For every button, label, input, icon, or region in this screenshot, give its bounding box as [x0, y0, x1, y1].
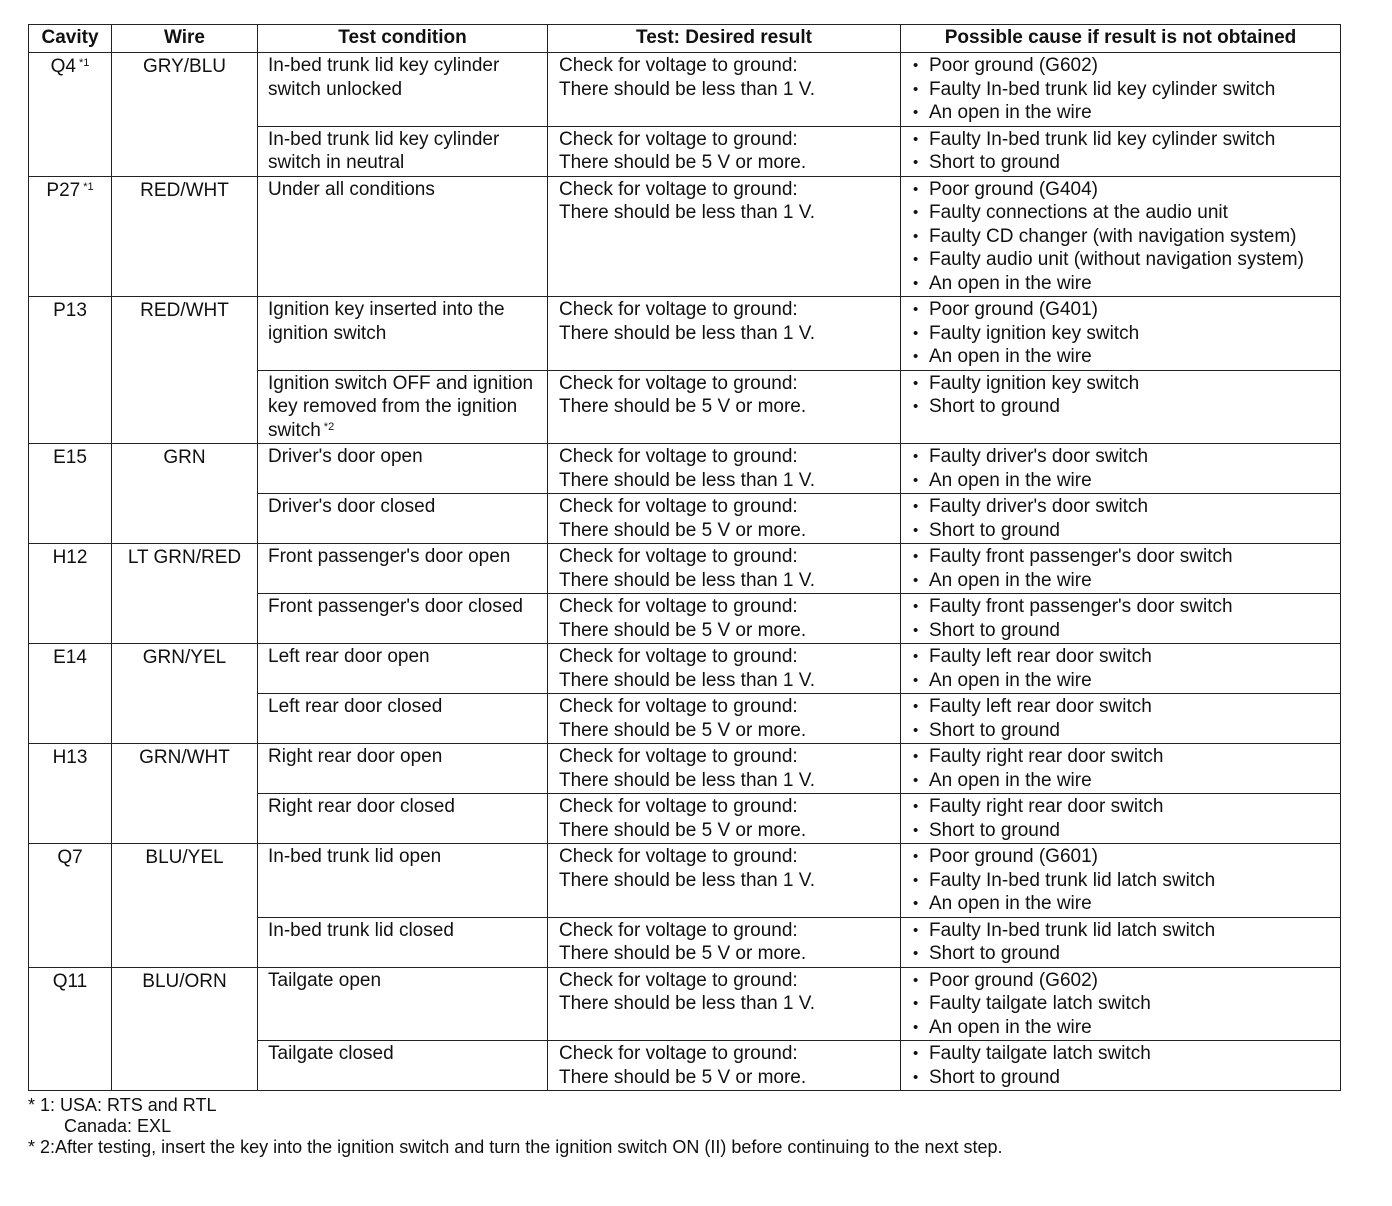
wire-cell: GRY/BLU: [112, 53, 258, 177]
footnote-1-line-2: Canada: EXL: [64, 1116, 172, 1136]
cavity-cell: [29, 297, 112, 444]
cause-item: • Faulty front passenger's door switch: [909, 545, 1332, 569]
desired-result-line: Check for voltage to ground:: [559, 55, 798, 76]
table-row: [29, 844, 1341, 918]
test-condition-cell: [258, 694, 548, 744]
desired-result-cell: [548, 297, 901, 371]
desired-result-cell: [548, 544, 901, 594]
header-test-condition: Test condition: [258, 25, 548, 53]
test-condition-text: In-bed trunk lid key cylinder switch in neutral: [268, 128, 500, 173]
cause-item: • Poor ground (G602): [909, 54, 1332, 78]
cause-item: • Faulty ignition key switch: [909, 322, 1332, 346]
cause-item: • Faulty In-bed trunk lid latch switch: [909, 869, 1332, 893]
possible-cause-cell: [901, 126, 1341, 176]
cause-list: [909, 645, 1332, 692]
cause-list: [909, 595, 1332, 642]
cause-item: • Short to ground: [909, 519, 1332, 543]
cavity-label: E15: [53, 447, 87, 468]
cause-item: • Faulty In-bed trunk lid key cylinder switch: [909, 78, 1332, 102]
desired-result-cell: [548, 494, 901, 544]
condition-footnote-mark: *2: [323, 420, 335, 433]
wire-cell: RED/WHT: [112, 176, 258, 297]
troubleshooting-table: [28, 24, 1341, 1091]
cavity-cell: [29, 744, 112, 844]
desired-result-line: Check for voltage to ground:: [559, 696, 798, 717]
cause-item: • Faulty audio unit (without navigation system): [909, 248, 1332, 272]
cause-item: • Faulty right rear door switch: [909, 795, 1332, 819]
cause-list: [909, 919, 1332, 966]
desired-result-line: Check for voltage to ground:: [559, 846, 798, 867]
cause-item: • Short to ground: [909, 942, 1332, 966]
test-condition-cell: [258, 53, 548, 127]
test-condition-text: Driver's door open: [268, 446, 423, 467]
wire-cell: GRN: [112, 444, 258, 544]
desired-result-cell: [548, 794, 901, 844]
table-row: [29, 53, 1341, 127]
desired-result-cell: [548, 370, 901, 444]
footnote-1: [28, 1095, 1346, 1116]
wire-cell: BLU/ORN: [112, 967, 258, 1091]
test-condition-cell: [258, 370, 548, 444]
table-row: [29, 644, 1341, 694]
cavity-label: P27: [46, 179, 81, 201]
cause-list: [909, 54, 1332, 125]
cause-item: • Faulty left rear door switch: [909, 695, 1332, 719]
cause-item: • An open in the wire: [909, 101, 1332, 125]
test-condition-cell: [258, 126, 548, 176]
cause-item: • Faulty In-bed trunk lid key cylinder switch: [909, 128, 1332, 152]
desired-result-cell: [548, 444, 901, 494]
test-condition-cell: [258, 544, 548, 594]
cause-item: • An open in the wire: [909, 892, 1332, 916]
test-condition-text: Left rear door open: [268, 646, 430, 667]
cavity-label: H13: [52, 747, 88, 768]
desired-result-line: Check for voltage to ground:: [559, 546, 798, 567]
cause-item: • An open in the wire: [909, 1016, 1332, 1040]
test-condition-cell: [258, 176, 548, 297]
possible-cause-cell: [901, 644, 1341, 694]
test-condition-text: In-bed trunk lid closed: [268, 919, 454, 941]
cause-item: • Short to ground: [909, 1066, 1332, 1090]
header-desired-result: Test: Desired result: [548, 25, 901, 53]
possible-cause-cell: [901, 1041, 1341, 1091]
cause-item: • Faulty tailgate latch switch: [909, 992, 1332, 1016]
desired-result-cell: [548, 694, 901, 744]
cavity-cell: [29, 967, 112, 1091]
desired-result-line: There should be less than 1 V.: [559, 869, 815, 891]
desired-result-line: There should be 5 V or more.: [559, 152, 807, 173]
cause-item: • Faulty ignition key switch: [909, 372, 1332, 396]
desired-result-line: There should be less than 1 V.: [559, 78, 815, 100]
cause-item: • Faulty tailgate latch switch: [909, 1042, 1332, 1066]
desired-result-cell: [548, 744, 901, 794]
test-condition-cell: [258, 844, 548, 918]
desired-result-line: There should be less than 1 V.: [559, 469, 815, 491]
cause-list: [909, 298, 1332, 369]
test-condition-cell: [258, 444, 548, 494]
possible-cause-cell: [901, 594, 1341, 644]
cavity-cell: [29, 544, 112, 644]
test-condition-cell: [258, 917, 548, 967]
possible-cause-cell: [901, 744, 1341, 794]
desired-result-line: Check for voltage to ground:: [559, 496, 798, 517]
cause-item: • Faulty driver's door switch: [909, 445, 1332, 469]
cavity-label: Q7: [57, 847, 83, 868]
possible-cause-cell: [901, 53, 1341, 127]
cavity-cell: [29, 444, 112, 544]
cause-item: • Faulty In-bed trunk lid latch switch: [909, 919, 1332, 943]
cause-list: [909, 372, 1332, 419]
cause-list: [909, 445, 1332, 492]
desired-result-cell: [548, 1041, 901, 1091]
desired-result-line: Check for voltage to ground:: [559, 372, 798, 394]
test-condition-text: Right rear door closed: [268, 796, 455, 817]
test-condition-cell: [258, 1041, 548, 1091]
test-condition-text: Front passenger's door closed: [268, 596, 523, 617]
test-condition-text: Tailgate open: [268, 969, 382, 991]
desired-result-line: There should be less than 1 V.: [559, 993, 815, 1014]
wire-cell: GRN/YEL: [112, 644, 258, 744]
possible-cause-cell: [901, 967, 1341, 1041]
test-condition-text: In-bed trunk lid key cylinder switch unlocked: [268, 55, 500, 100]
wire-cell: GRN/WHT: [112, 744, 258, 844]
cause-item: • Poor ground (G401): [909, 298, 1332, 322]
cause-item: • An open in the wire: [909, 669, 1332, 693]
cause-item: • Short to ground: [909, 619, 1332, 643]
test-condition-text: Under all conditions: [268, 178, 435, 200]
cause-item: • Short to ground: [909, 151, 1332, 175]
cause-item: • An open in the wire: [909, 569, 1332, 593]
possible-cause-cell: [901, 494, 1341, 544]
desired-result-line: Check for voltage to ground:: [559, 178, 798, 200]
header-wire: Wire: [112, 25, 258, 53]
test-condition-text: In-bed trunk lid open: [268, 846, 442, 867]
desired-result-cell: [548, 176, 901, 297]
desired-result-line: Check for voltage to ground:: [559, 446, 798, 467]
cavity-cell: [29, 844, 112, 968]
possible-cause-cell: [901, 794, 1341, 844]
cause-item: • Short to ground: [909, 819, 1332, 843]
cause-list: [909, 1042, 1332, 1089]
cavity-cell: [29, 176, 112, 297]
cavity-label: H12: [52, 547, 88, 568]
desired-result-line: There should be less than 1 V.: [559, 569, 815, 591]
cause-item: • An open in the wire: [909, 769, 1332, 793]
cause-item: • Faulty left rear door switch: [909, 645, 1332, 669]
desired-result-line: There should be less than 1 V.: [559, 322, 815, 344]
cause-item: • Faulty CD changer (with navigation system): [909, 225, 1332, 249]
cause-item: • Faulty front passenger's door switch: [909, 595, 1332, 619]
desired-result-line: There should be 5 V or more.: [559, 719, 807, 741]
table-row: [29, 744, 1341, 794]
cause-list: [909, 745, 1332, 792]
cause-list: [909, 845, 1332, 916]
test-condition-cell: [258, 494, 548, 544]
possible-cause-cell: [901, 444, 1341, 494]
cause-list: [909, 969, 1332, 1040]
cavity-label: P13: [53, 300, 87, 321]
desired-result-line: There should be less than 1 V.: [559, 769, 815, 791]
document: [28, 24, 1346, 1158]
desired-result-line: There should be less than 1 V.: [559, 669, 815, 691]
desired-result-line: There should be 5 V or more.: [559, 519, 807, 541]
desired-result-line: There should be 5 V or more.: [559, 819, 807, 841]
test-condition-cell: [258, 297, 548, 371]
desired-result-cell: [548, 53, 901, 127]
desired-result-line: Check for voltage to ground:: [559, 746, 798, 767]
table-row: [29, 297, 1341, 371]
test-condition-text: Front passenger's door open: [268, 546, 511, 567]
test-condition-cell: [258, 644, 548, 694]
cause-item: • Faulty connections at the audio unit: [909, 201, 1332, 225]
cavity-footnote-mark: *1: [78, 57, 90, 69]
wire-cell: LT GRN/RED: [112, 544, 258, 644]
table-row: [29, 176, 1341, 297]
wire-cell: RED/WHT: [112, 297, 258, 444]
header-cavity: Cavity: [29, 25, 112, 53]
cavity-label: Q4: [50, 56, 76, 77]
desired-result-line: Check for voltage to ground:: [559, 646, 798, 667]
possible-cause-cell: [901, 176, 1341, 297]
test-condition-text: Right rear door open: [268, 746, 443, 767]
desired-result-line: Check for voltage to ground:: [559, 1043, 798, 1064]
cause-list: [909, 795, 1332, 842]
footnote-2-marker: * 2:: [28, 1137, 56, 1157]
footnotes: [28, 1095, 1346, 1158]
desired-result-line: There should be less than 1 V.: [559, 202, 815, 223]
cause-list: [909, 128, 1332, 175]
desired-result-line: There should be 5 V or more.: [559, 396, 807, 417]
cause-item: • Short to ground: [909, 395, 1332, 419]
cause-item: • An open in the wire: [909, 469, 1332, 493]
test-condition-cell: [258, 794, 548, 844]
possible-cause-cell: [901, 917, 1341, 967]
test-condition-cell: [258, 967, 548, 1041]
desired-result-line: Check for voltage to ground:: [559, 596, 798, 617]
cause-item: • Poor ground (G404): [909, 178, 1332, 202]
test-condition-text: Tailgate closed: [268, 1043, 394, 1064]
cause-list: [909, 545, 1332, 592]
footnote-2-text: After testing, insert the key into the ignition switch and turn the ignition switch ON (II) before continuing to the next step.: [55, 1137, 1003, 1157]
possible-cause-cell: [901, 370, 1341, 444]
cause-item: • Poor ground (G601): [909, 845, 1332, 869]
table-row: [29, 444, 1341, 494]
wire-cell: BLU/YEL: [112, 844, 258, 968]
desired-result-cell: [548, 126, 901, 176]
header-possible-cause: Possible cause if result is not obtained: [901, 25, 1341, 53]
footnote-2: [28, 1137, 1346, 1158]
test-condition-text: Left rear door closed: [268, 696, 443, 717]
cavity-cell: [29, 53, 112, 177]
cause-list: [909, 495, 1332, 542]
desired-result-line: There should be 5 V or more.: [559, 1066, 807, 1088]
desired-result-cell: [548, 644, 901, 694]
cause-item: • An open in the wire: [909, 272, 1332, 296]
desired-result-cell: [548, 917, 901, 967]
table-row: [29, 967, 1341, 1041]
cause-item: • Short to ground: [909, 719, 1332, 743]
test-condition-cell: [258, 594, 548, 644]
cavity-cell: [29, 644, 112, 744]
desired-result-line: There should be 5 V or more.: [559, 619, 807, 641]
test-condition-text: Ignition switch OFF and ignition key removed from the ignition switch: [268, 372, 534, 441]
possible-cause-cell: [901, 544, 1341, 594]
desired-result-line: Check for voltage to ground:: [559, 299, 798, 320]
desired-result-line: There should be 5 V or more.: [559, 943, 807, 964]
desired-result-line: Check for voltage to ground:: [559, 796, 798, 817]
desired-result-line: Check for voltage to ground:: [559, 919, 798, 941]
table-row: [29, 544, 1341, 594]
test-condition-text: Ignition key inserted into the ignition switch: [268, 299, 505, 344]
desired-result-line: Check for voltage to ground:: [559, 128, 798, 150]
possible-cause-cell: [901, 844, 1341, 918]
cavity-footnote-mark: *1: [83, 180, 94, 193]
test-condition-text: Driver's door closed: [268, 496, 436, 517]
cavity-label: E14: [53, 647, 87, 668]
desired-result-cell: [548, 967, 901, 1041]
desired-result-line: Check for voltage to ground:: [559, 969, 798, 991]
cause-item: • Poor ground (G602): [909, 969, 1332, 993]
footnote-1-line-1: USA: RTS and RTL: [60, 1095, 217, 1115]
test-condition-cell: [258, 744, 548, 794]
desired-result-cell: [548, 844, 901, 918]
cause-list: [909, 178, 1332, 296]
possible-cause-cell: [901, 694, 1341, 744]
table-body: [29, 53, 1341, 1091]
cause-item: • An open in the wire: [909, 345, 1332, 369]
table-header-row: [29, 25, 1341, 53]
footnote-1-marker: * 1:: [28, 1095, 56, 1115]
cause-list: [909, 695, 1332, 742]
desired-result-cell: [548, 594, 901, 644]
cause-item: • Faulty driver's door switch: [909, 495, 1332, 519]
possible-cause-cell: [901, 297, 1341, 371]
cause-item: • Faulty right rear door switch: [909, 745, 1332, 769]
cavity-label: Q11: [52, 970, 88, 992]
